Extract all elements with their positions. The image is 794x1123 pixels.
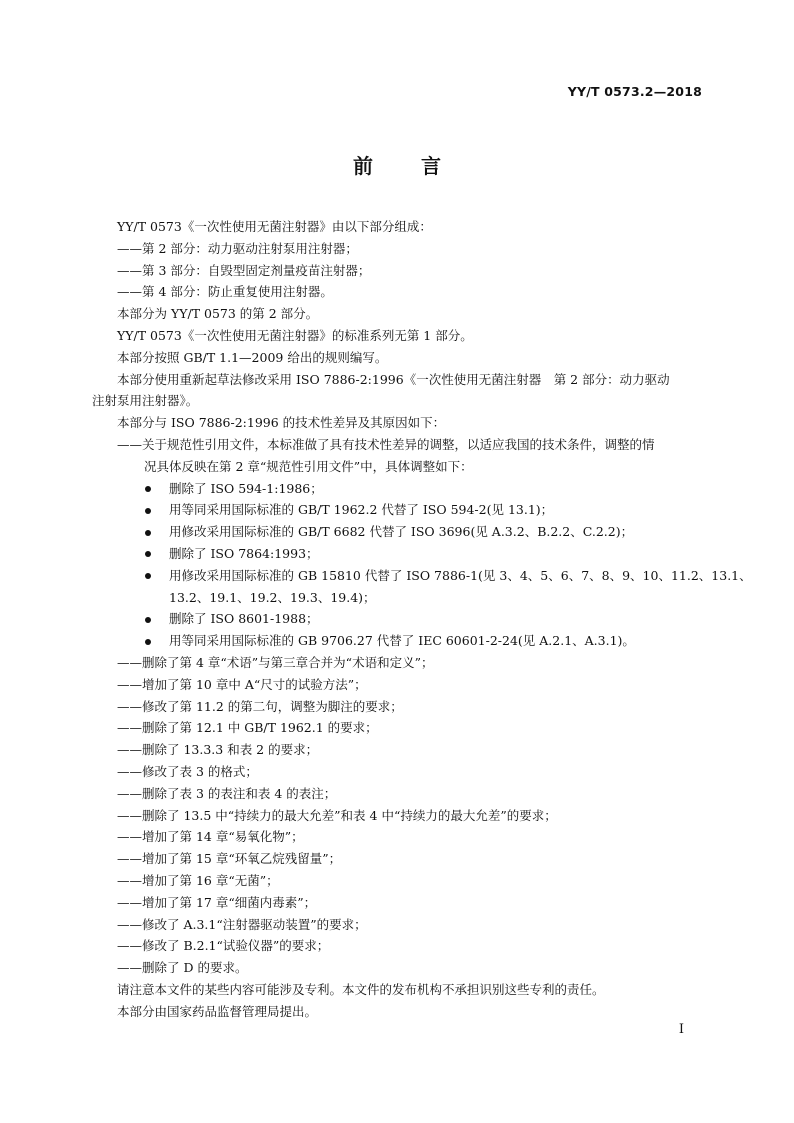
bullet-item	[92, 543, 702, 565]
change-item: ——修改了第 11.2 的第二句，调整为脚注的要求；	[117, 698, 403, 714]
title-char-1: 前	[353, 154, 373, 178]
paragraph-continuation: 注射泵用注射器》。	[92, 393, 199, 409]
bullet-item	[92, 608, 702, 630]
bullet-dot-icon	[144, 565, 169, 587]
bullet-text: 删除了 ISO 8601-1988；	[169, 611, 319, 627]
difference-item: ——关于规范性引用文件，本标准做了具有技术性差异的调整，以适应我国的技术条件，调整的情	[117, 436, 655, 452]
bullet-dot-icon	[144, 543, 169, 565]
bullet-item	[92, 499, 702, 521]
bullet-item	[92, 521, 702, 543]
change-item: ——增加了第 16 章“无菌”；	[117, 872, 279, 888]
bullet-dot-icon	[144, 521, 169, 543]
change-item: ——删除了 13.5 中“持续力的最大允差”和表 4 中“持续力的最大允差”的要求；	[117, 807, 557, 823]
difference-item-continuation: 况具体反映在第 2 章“规范性引用文件”中，具体调整如下：	[144, 458, 473, 474]
bullet-text: 用等同采用国际标准的 GB/T 1962.2 代替了 ISO 594-2(见 13.1)；	[169, 502, 554, 518]
bullet-text: 删除了 ISO 7864:1993；	[169, 545, 319, 561]
bullet-continuation: 13.2、19.1、19.2、19.3、19.4)；	[169, 589, 376, 605]
change-item: ——增加了第 15 章“环氧乙烷残留量”；	[117, 851, 342, 867]
paragraph: 本部分与 ISO 7886-2:1996 的技术性差异及其原因如下：	[117, 415, 446, 431]
foreword-body	[92, 216, 752, 1022]
change-item: ——删除了第 12.1 中 GB/T 1962.1 的要求；	[117, 720, 378, 736]
bullet-text: 用等同采用国际标准的 GB 9706.27 代替了 IEC 60601-2-24(见 A.2.1、A.3.1)。	[169, 633, 635, 649]
change-item: ——修改了表 3 的格式；	[117, 763, 258, 779]
patent-notice: 请注意本文件的某些内容可能涉及专利。本文件的发布机构不承担识别这些专利的责任。	[117, 981, 605, 997]
change-item: ——增加了第 10 章中 A“尺寸的试验方法”；	[117, 676, 367, 692]
change-item: ——删除了第 4 章“术语”与第三章合并为“术语和定义”；	[117, 654, 434, 670]
standard-code: YY/T 0573.2—2018	[567, 84, 702, 99]
bullet-text: 用修改采用国际标准的 GB/T 6682 代替了 ISO 3696(见 A.3.2、B.2.2、C.2.2)；	[169, 524, 634, 540]
proposer-statement: 本部分由国家药品监督管理局提出。	[117, 1003, 318, 1019]
bullet-item	[92, 565, 752, 587]
paragraph: YY/T 0573《一次性使用无菌注射器》由以下部分组成：	[117, 219, 432, 234]
page-title	[0, 150, 794, 179]
paragraph: 本部分为 YY/T 0573 的第 2 部分。	[117, 306, 319, 322]
change-item: ——修改了 A.3.1“注射器驱动装置”的要求；	[117, 916, 367, 932]
part-list-item: ——第 2 部分：动力驱动注射泵用注射器；	[117, 240, 358, 256]
change-item: ——增加了第 17 章“细菌内毒素”；	[117, 894, 317, 910]
change-item: ——增加了第 14 章“易氧化物”；	[117, 829, 304, 845]
bullet-dot-icon	[144, 608, 169, 630]
change-item: ——删除了 D 的要求。	[117, 960, 248, 976]
change-item: ——修改了 B.2.1“试验仪器”的要求；	[117, 938, 330, 954]
part-list-item: ——第 3 部分：自毁型固定剂量疫苗注射器；	[117, 262, 371, 278]
bullet-dot-icon	[144, 630, 169, 652]
bullet-item	[92, 478, 702, 500]
bullet-text: 用修改采用国际标准的 GB 15810 代替了 ISO 7886-1(见 3、4、5、6、7、8、9、10、11.2、13.1、	[169, 567, 752, 583]
change-item: ——删除了表 3 的表注和表 4 的表注；	[117, 785, 337, 801]
change-item: ——删除了 13.3.3 和表 2 的要求；	[117, 742, 319, 758]
paragraph: 本部分使用重新起草法修改采用 ISO 7886-2:1996《一次性使用无菌注射器 第 2 部分：动力驱动	[117, 371, 670, 387]
bullet-dot-icon	[144, 478, 169, 500]
part-list-item: ——第 4 部分：防止重复使用注射器。	[117, 284, 333, 300]
page-number: I	[678, 1022, 684, 1037]
bullet-dot-icon	[144, 499, 169, 521]
paragraph: YY/T 0573《一次性使用无菌注射器》的标准系列无第 1 部分。	[117, 327, 473, 343]
bullet-item	[92, 630, 702, 652]
paragraph: 本部分按照 GB/T 1.1—2009 给出的规则编写。	[117, 349, 388, 365]
title-char-2: 言	[421, 154, 441, 178]
bullet-text: 删除了 ISO 594-1:1986；	[169, 480, 323, 496]
